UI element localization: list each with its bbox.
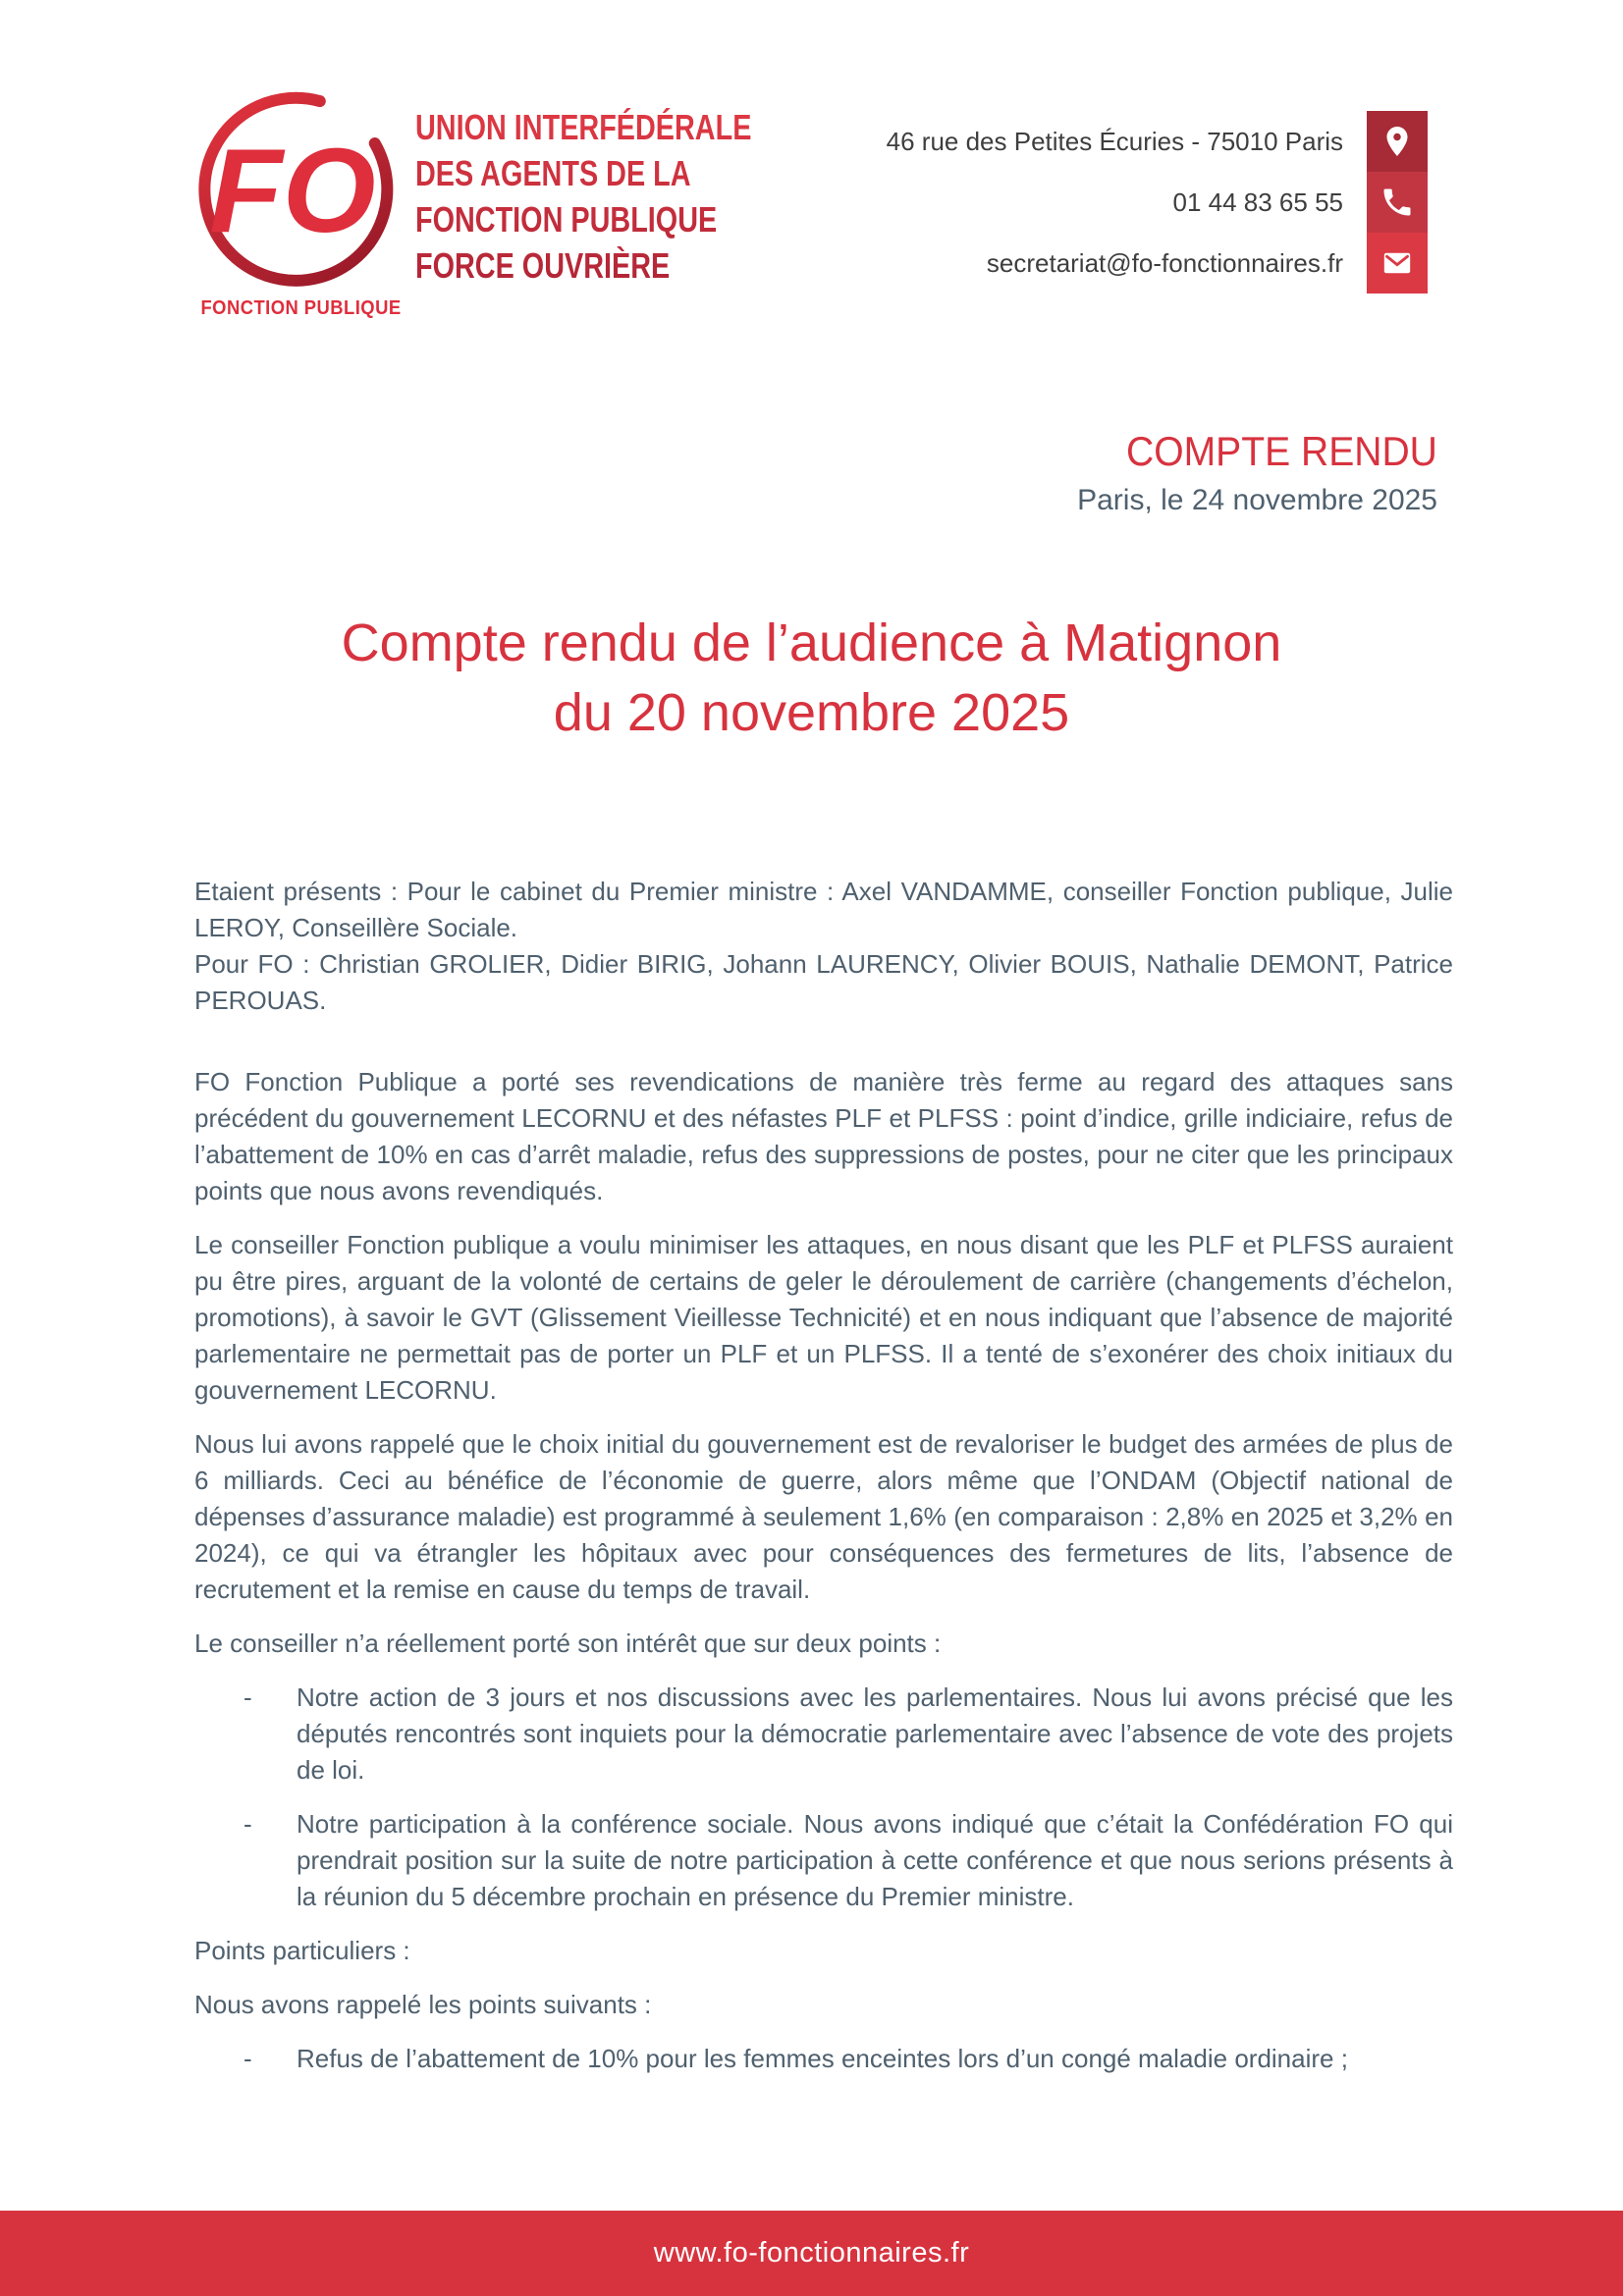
svg-text:FO: FO — [209, 124, 376, 257]
bullet-text: Notre action de 3 jours et nos discussions avec les parlementaires. Nous lui avons précisé que les députés rencontrés sont inquiets pour la démocratie parlementaire avec l’absence de vote des projets de loi. — [297, 1682, 1453, 1785]
kicker-block — [1077, 428, 1437, 517]
org-name-line: DES AGENTS DE LA — [415, 153, 691, 193]
paragraph: Le conseiller n’a réellement porté son intérêt que sur deux points : — [194, 1629, 942, 1658]
location-pin-icon — [1367, 111, 1428, 172]
contact-row-address — [815, 111, 1428, 172]
page-title-line: du 20 novembre 2025 — [553, 683, 1070, 742]
bullet-text: Refus de l’abattement de 10% pour les femmes enceintes lors d’un congé maladie ordinaire ; — [297, 2044, 1348, 2073]
footer-website-link[interactable]: www.fo-fonctionnaires.fr — [653, 2237, 970, 2269]
email-text[interactable]: secretariat@fo-fonctionnaires.fr — [986, 247, 1343, 278]
paragraph: FO Fonction Publique a porté ses revendications de manière très ferme au regard des attaques sans précédent du gouvernement LECORNU et des néfastes PLF et PLFSS : point d’indice, grille indiciaire, refus de l’abattement de 10% en cas d’arrêt maladie, refus des suppressions de postes, pour ne citer que les principaux points que nous avons revendiqués. — [194, 1067, 1453, 1205]
address-text: 46 rue des Petites Écuries - 75010 Paris — [886, 126, 1343, 156]
doc-kicker: COMPTE RENDU — [1126, 428, 1437, 474]
paragraph: Le conseiller Fonction publique a voulu minimiser les attaques, en nous disant que les PLF et PLFSS auraient pu être pires, arguant de la volonté de certains de geler le déroulement de carrière (changements d’échelon, promotions), à savoir le GVT (Glissement Vieillesse Technicité) et en nous indiquant que l’absence de majorité parlementaire ne permettait pas de porter un PLF et un PLFSS. Il a tenté de s’exonérer des choix initiaux du gouvernement LECORNU. — [194, 1230, 1453, 1405]
contact-row-phone — [815, 172, 1428, 233]
bullet-marker: - — [243, 2044, 252, 2073]
logo-sublabel: FONCTION PUBLIQUE — [200, 297, 402, 319]
org-name-line: UNION INTERFÉDÉRALE — [415, 107, 752, 147]
contact-block — [815, 111, 1428, 294]
phone-icon — [1367, 172, 1428, 233]
document-body — [194, 874, 1453, 2095]
paragraph: Nous avons rappelé les points suivants : — [194, 1990, 652, 2019]
bullet-item — [194, 1806, 1453, 1915]
page-title-line: Compte rendu de l’audience à Matignon — [341, 614, 1282, 672]
org-name — [415, 104, 751, 289]
org-name-line: FORCE OUVRIÈRE — [415, 245, 671, 286]
fo-logo-icon — [192, 84, 401, 294]
paragraph: Etaient présents : Pour le cabinet du Premier ministre : Axel VANDAMME, conseiller Fonction publique, Julie LEROY, Conseillère Sociale. Pour FO : Christian GROLIER, Didier BIRIG, Johann LAURENCY, Olivier BOUIS, Nathalie DEMONT, Patrice PEROUAS. — [194, 877, 1453, 1015]
page-title — [0, 609, 1623, 748]
bullet-item — [194, 1680, 1453, 1789]
bullet-text: Notre participation à la conférence sociale. Nous avons indiqué que c’était la Confédération FO qui prendrait position sur la suite de notre participation à cette conférence et que nous serions présents à la réunion du 5 décembre prochain en présence du Premier ministre. — [297, 1809, 1453, 1911]
contact-row-email — [815, 233, 1428, 294]
fo-logo — [192, 84, 401, 320]
paragraph: Points particuliers : — [194, 1936, 410, 1965]
envelope-icon — [1367, 233, 1428, 294]
footer-bar — [0, 2211, 1623, 2296]
phone-text: 01 44 83 65 55 — [1172, 187, 1343, 217]
bullet-item — [194, 2041, 1453, 2077]
bullet-marker: - — [243, 1682, 252, 1712]
org-name-line: FONCTION PUBLIQUE — [415, 199, 718, 240]
paragraph: Nous lui avons rappelé que le choix initial du gouvernement est de revaloriser le budget des armées de plus de 6 milliards. Ceci au bénéfice de l’économie de guerre, alors même que l’ONDAM (Objectif national de dépenses d’assurance maladie) est programmé à seulement 1,6% (en comparaison : 2,8% en 2025 et 3,2% en 2024), ce qui va étrangler les hôpitaux avec pour conséquences des fermetures de lits, l’absence de recrutement et la remise en cause du temps de travail. — [194, 1429, 1453, 1604]
bullet-marker: - — [243, 1809, 252, 1839]
doc-dateline: Paris, le 24 novembre 2025 — [1077, 484, 1437, 516]
